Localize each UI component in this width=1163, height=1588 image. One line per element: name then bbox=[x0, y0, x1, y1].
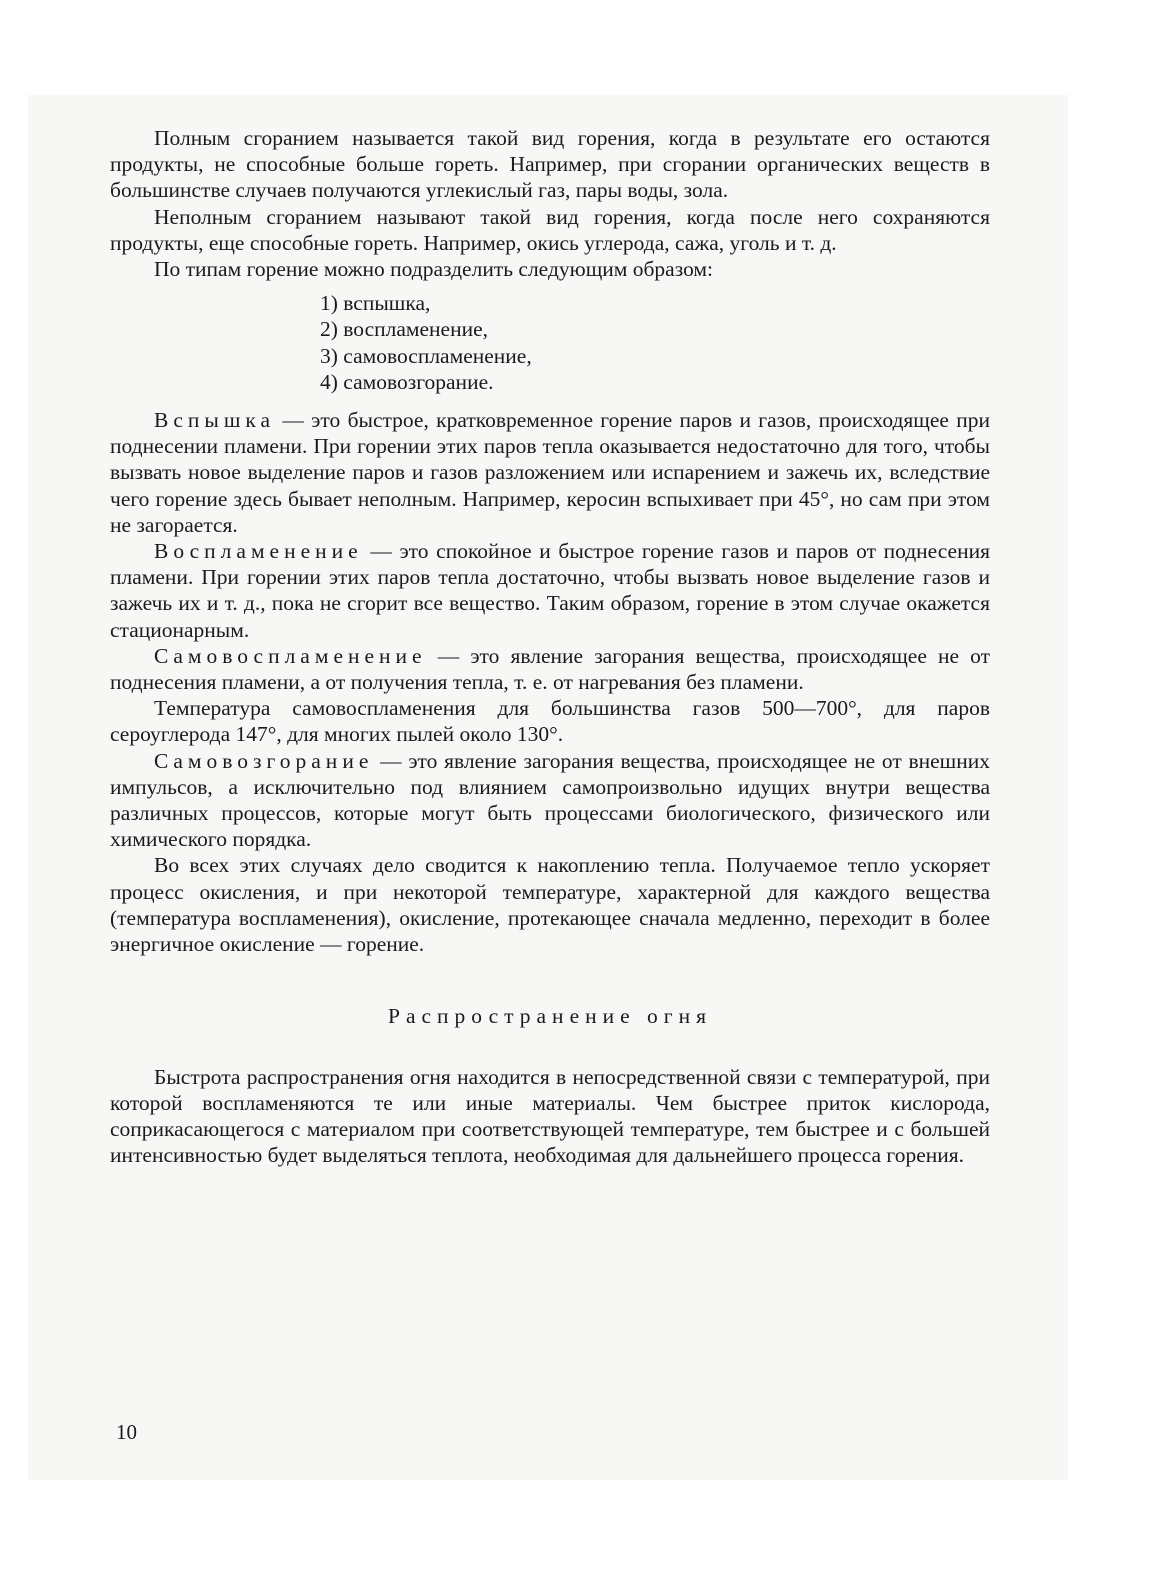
term-flash: Вспышка bbox=[154, 408, 276, 433]
paragraph-ignition bbox=[110, 538, 990, 643]
paragraph-flash bbox=[110, 407, 990, 538]
paragraph-types-intro: По типам горение можно подразделить следующим образом: bbox=[154, 257, 713, 282]
paragraph-autoignition-temperature: Температура самовоспламенения для большинства газов 500—700°, для паров сероуглерода 147°, для многих пылей около 130°. bbox=[110, 696, 990, 747]
paragraph-fire-spread: Быстрота распространения огня находится в непосредственной связи с температурой, при которой воспламеняются те или иные материалы. Чем быстрее приток кислорода, соприкасающегося с материалом при соответствующей температуре, тем быстрее и с большей интенсивностью будет выделяться теплота, необходимая для дальнейшего процесса горения. bbox=[110, 1064, 990, 1168]
paragraph-incomplete-combustion: Неполным сгоранием называют такой вид горения, когда после него сохраняются продукты, еще способные гореть. Например, окись углерода, сажа, уголь и т. д. bbox=[110, 204, 990, 255]
section-heading: Распространение огня bbox=[387, 1004, 713, 1029]
list-item: 4) самовозгорание. bbox=[320, 369, 494, 394]
paragraph-spontaneous bbox=[110, 748, 990, 853]
definition-autoignition: — это явление загорания вещества, происходящее не от поднесения пламени, а от получения тепла, т. е. от нагревания без пламени. bbox=[110, 643, 990, 695]
list-item: 3) самовоспламенение, bbox=[320, 343, 532, 368]
definition-ignition: — это спокойное и быстрое горение газов и паров от поднесения пламени. При горении этих паров тепла достаточно, чтобы вызвать новое выделение газов и зажечь их и т. д., пока не сгорит все вещество. Таким образом, горение в этом случае окажется стационарным. bbox=[110, 539, 990, 642]
paragraph-summary: Во всех этих случаях дело сводится к накоплению тепла. Получаемое тепло ускоряет процесс окисления, и при некоторой температуре, характерной для каждого вещества (температура воспламенения), окисление, протекающее сначала медленно, переходит в более энергичное окисление — горение. bbox=[110, 853, 990, 957]
list-item: 1) вспышка, bbox=[320, 291, 431, 316]
paragraph-complete-combustion: Полным сгоранием называется такой вид горения, когда в результате его остаются продукты, не способные больше гореть. Например, при сгорании органических веществ в большинстве случаев получаются углекислый газ, пары воды, зола. bbox=[110, 126, 990, 203]
page-body bbox=[110, 125, 990, 1168]
list-item: 2) воспламенение, bbox=[320, 317, 489, 342]
page-number: 10 bbox=[116, 1420, 137, 1444]
paragraph-autoignition bbox=[110, 643, 990, 695]
combustion-types-list bbox=[110, 290, 990, 395]
term-spontaneous: Самовозгорание bbox=[154, 748, 374, 773]
definition-flash: — это быстрое, кратковременное горение паров и газов, происходящее при поднесении пламени. При горении этих паров тепла оказывается недостаточно для того, чтобы вызвать новое выделение паров и газов разложением или испарением и зажечь их, вследствие чего горение здесь бывает неполным. Например, керосин вспыхивает при 45°, но сам при этом не загорается. bbox=[110, 408, 990, 537]
term-autoignition: Самовоспламенение bbox=[154, 643, 427, 668]
term-ignition: Воспламенение bbox=[154, 539, 363, 564]
definition-spontaneous: — это явление загорания вещества, происходящее не от внешних импульсов, а исключительно под влиянием самопроизвольно идущих внутри вещества различных процессов, которые могут быть процессами биологического, физического или химического порядка. bbox=[110, 748, 990, 852]
